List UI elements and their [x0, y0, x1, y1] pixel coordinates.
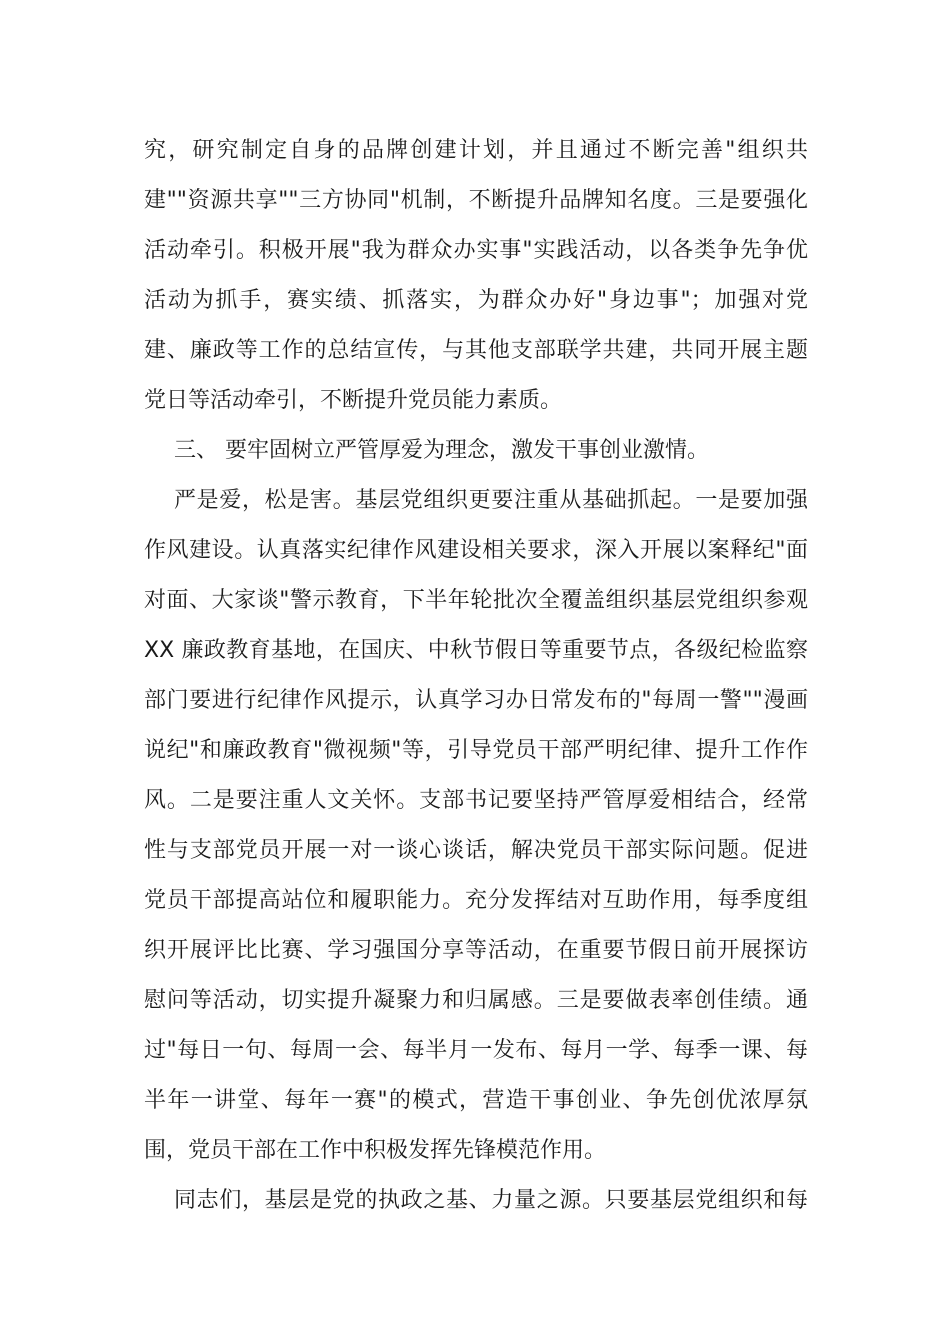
text-line: 作风建设。认真落实纪律作风建设相关要求，深入开展以案释纪"面	[144, 538, 808, 563]
text-line: 说纪"和廉政教育"微视频"等，引导党员干部严明纪律、提升工作作	[144, 738, 808, 763]
text-line: XX 廉政教育基地，在国庆、中秋节假日等重要节点，各级纪检监察	[144, 638, 808, 663]
text-line: 建""资源共享""三方协同"机制，不断提升品牌知名度。三是要强化	[144, 188, 808, 213]
text-line: 部门要进行纪律作风提示，认真学习办日常发布的"每周一警""漫画	[144, 688, 808, 713]
text-line: 半年一讲堂、每年一赛"的模式，营造干事创业、争先创优浓厚氛	[144, 1088, 808, 1113]
text-line: 严是爱，松是害。基层党组织更要注重从基础抓起。一是要加强	[174, 488, 808, 513]
text-line: 性与支部党员开展一对一谈心谈话，解决党员干部实际问题。促进	[144, 838, 808, 863]
text-line: 活动牵引。积极开展"我为群众办实事"实践活动，以各类争先争优	[144, 238, 808, 263]
section-heading: 三、 要牢固树立严管厚爱为理念，激发干事创业激情。	[174, 438, 709, 463]
text-line: 对面、大家谈"警示教育，下半年轮批次全覆盖组织基层党组织参观	[144, 588, 808, 613]
text-line: 活动为抓手，赛实绩、抓落实，为群众办好"身边事"；加强对党	[144, 288, 808, 313]
text-line: 党日等活动牵引，不断提升党员能力素质。	[144, 388, 563, 413]
text-line: 过"每日一句、每周一会、每半月一发布、每月一学、每季一课、每	[144, 1038, 808, 1063]
text-line: 同志们，基层是党的执政之基、力量之源。只要基层党组织和每	[174, 1188, 808, 1213]
text-line: 建、廉政等工作的总结宣传，与其他支部联学共建，共同开展主题	[144, 338, 808, 363]
text-line: 党员干部提高站位和履职能力。充分发挥结对互助作用，每季度组	[144, 888, 808, 913]
text-line: 织开展评比比赛、学习强国分享等活动，在重要节假日前开展探访	[144, 938, 808, 963]
text-line: 风。二是要注重人文关怀。支部书记要坚持严管厚爱相结合，经常	[144, 788, 808, 813]
text-line: 慰问等活动，切实提升凝聚力和归属感。三是要做表率创佳绩。通	[144, 988, 808, 1013]
text-line: 究，研究制定自身的品牌创建计划，并且通过不断完善"组织共	[144, 138, 808, 163]
text-line: 围，党员干部在工作中积极发挥先锋模范作用。	[144, 1138, 607, 1163]
document-body	[144, 126, 808, 1226]
